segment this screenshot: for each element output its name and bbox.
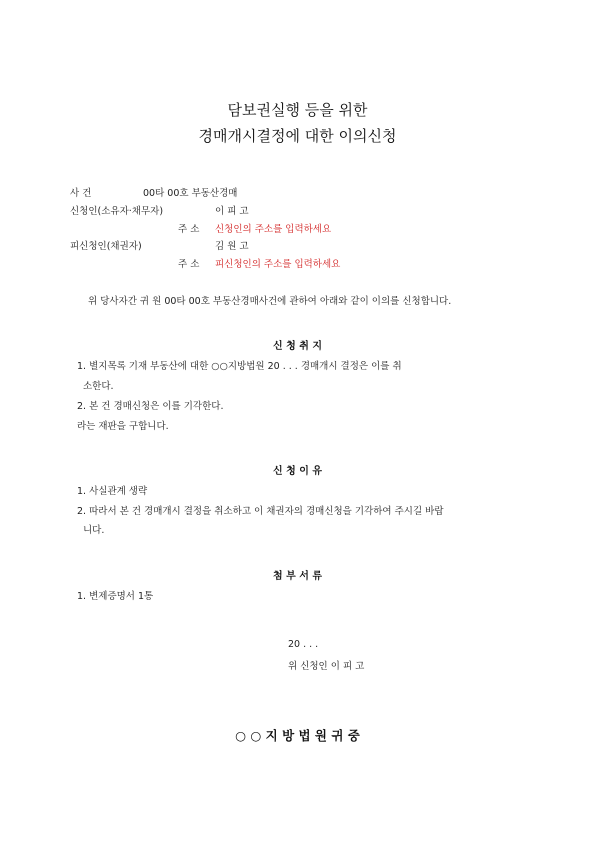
attachments-item-1: 1. 변제증명서 1통 — [77, 591, 154, 602]
applicant-address-label: 주 소 — [178, 224, 200, 235]
respondent-label: 피신청인(채권자) — [70, 241, 142, 252]
purpose-item-2: 2. 본 건 경매신청은 이를 기각한다. — [77, 401, 224, 412]
title-line-2: 경매개시결정에 대한 이의신청 — [198, 127, 397, 145]
applicant-name: 이 피 고 — [215, 206, 249, 217]
applicant-address-field[interactable]: 신청인의 주소를 입력하세요 — [215, 224, 332, 235]
intro-text: 위 당사자간 귀 원 00타 00호 부동산경매사건에 관하여 아래와 같이 이의를 신청합니다. — [88, 296, 452, 307]
court-addressee: ○ ○ 지 방 법 원 귀 중 — [235, 728, 360, 743]
applicant-label: 신청인(소유자·채무자) — [70, 206, 164, 217]
purpose-heading: 신 청 취 지 — [272, 341, 323, 352]
signature-date: 20 . . . — [288, 639, 319, 650]
signature-signer: 위 신청인 이 피 고 — [288, 661, 365, 672]
case-value: 00타 00호 부동산경매 — [143, 188, 238, 199]
title-line-1: 담보권실행 등을 위한 — [227, 101, 368, 119]
respondent-address-label: 주 소 — [178, 259, 200, 270]
reasons-item-2: 2. 따라서 본 건 경매개시 결정을 취소하고 이 채권자의 경매신청을 기각하여 주시길 바랍 — [77, 506, 444, 517]
purpose-closing: 라는 재판을 구합니다. — [77, 421, 169, 432]
reasons-heading: 신 청 이 유 — [272, 466, 323, 477]
case-label: 사 건 — [70, 188, 92, 199]
respondent-name: 김 원 고 — [215, 241, 249, 252]
purpose-item-1-cont: 소한다. — [83, 381, 114, 392]
reasons-item-1: 1. 사실관계 생략 — [77, 486, 148, 497]
purpose-item-1: 1. 별지목록 기재 부동산에 대한 ○○지방법원 20 . . . 경매개시 결정은 이를 취 — [77, 361, 402, 372]
reasons-item-2-cont: 니다. — [83, 525, 105, 536]
attachments-heading: 첨 부 서 류 — [272, 571, 323, 582]
respondent-address-field[interactable]: 피신청인의 주소를 입력하세요 — [215, 259, 341, 270]
